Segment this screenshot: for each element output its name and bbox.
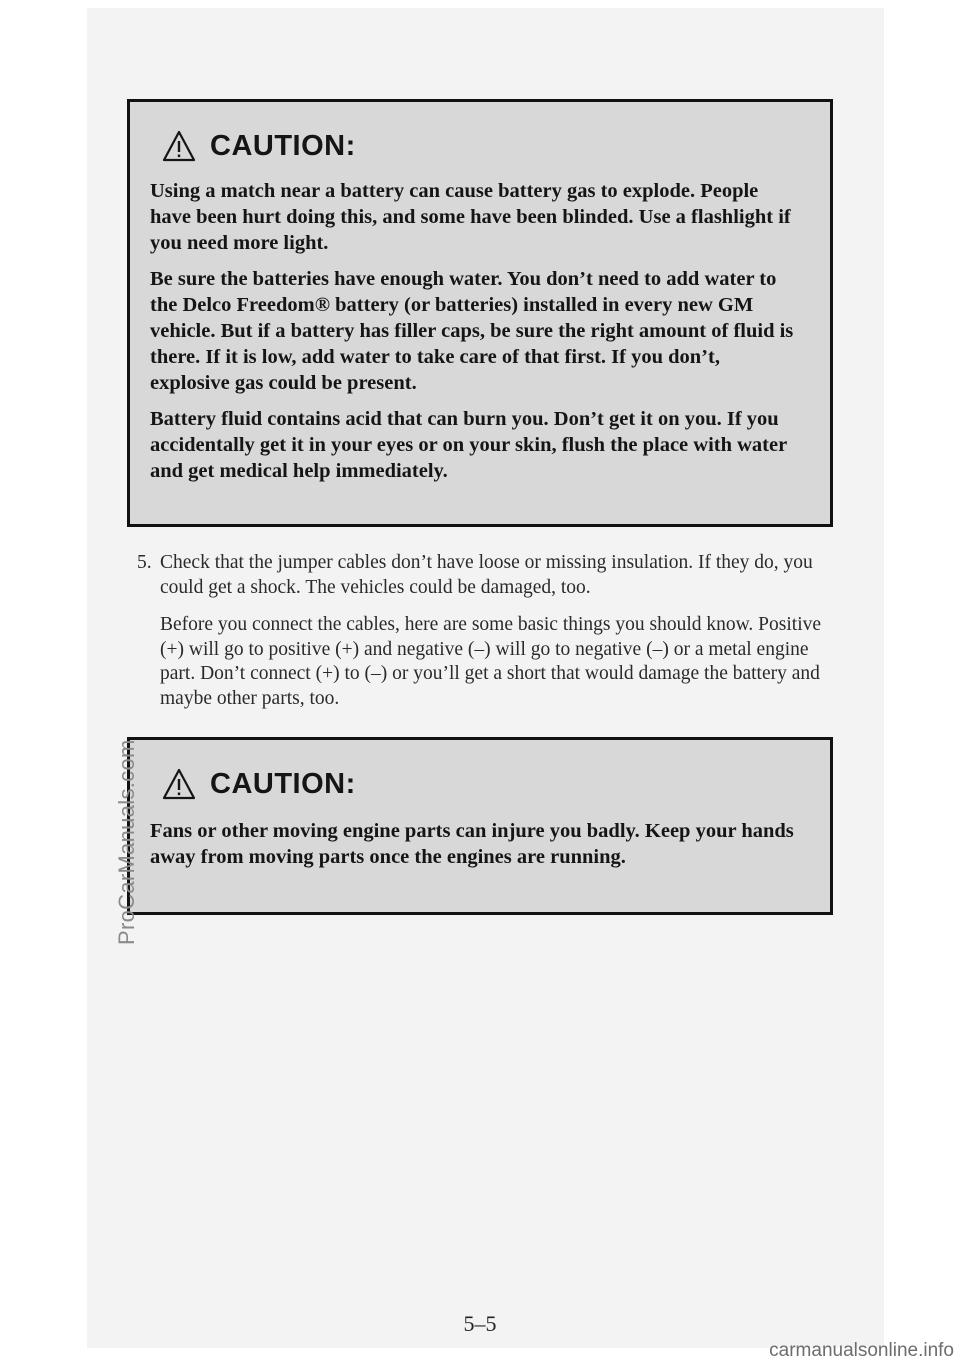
caution-paragraph: Battery fluid contains acid that can burn you. Don’t get it on you. If you accidentally get it in your eyes or on your skin, flush the place with water and get medical help immediately.: [150, 408, 787, 482]
caution-header: [162, 762, 830, 806]
watermark-side: ProCarManuals.com: [114, 739, 139, 945]
step-text: Check that the jumper cables don’t have loose or missing insulation. If they do, you could get a shock. The vehicles could be damaged, too.: [160, 552, 813, 598]
caution-paragraph: Fans or other moving engine parts can injure you badly. Keep your hands away from moving parts once the engines are running.: [150, 820, 794, 868]
warning-triangle-icon: [162, 130, 196, 162]
caution-header: [162, 124, 830, 168]
step-number: 5.: [137, 552, 152, 573]
warning-triangle-icon: [162, 768, 196, 800]
watermark-bottom: carmanualsonline.info: [769, 1340, 954, 1361]
caution-paragraph: Be sure the batteries have enough water. You don’t need to add water to the Delco Freedom® battery (or batteries) installed in every new GM vehicle. But if a battery has filler caps, be sure the right amount of fluid is there. If it is low, add water to take care of that first. If you don’t, explosive gas could be present.: [150, 268, 794, 394]
caution-box-battery: [127, 99, 833, 527]
caution-box-fans: [127, 737, 833, 915]
page-number: 5–5: [463, 1311, 497, 1336]
caution-title: CAUTION:: [210, 767, 356, 800]
caution-title: CAUTION:: [210, 129, 356, 162]
caution-paragraph: Using a match near a battery can cause battery gas to explode. People have been hurt doing this, and some have been blinded. Use a flashlight if you need more light.: [150, 180, 791, 254]
step-paragraph: Before you connect the cables, here are some basic things you should know. Positive (+) will go to positive (+) and negative (–) will go to negative (–) or a metal engine part. Don’t connect (+) to (–) or you’ll get a short that would damage the battery and maybe other parts, too.: [160, 614, 822, 709]
